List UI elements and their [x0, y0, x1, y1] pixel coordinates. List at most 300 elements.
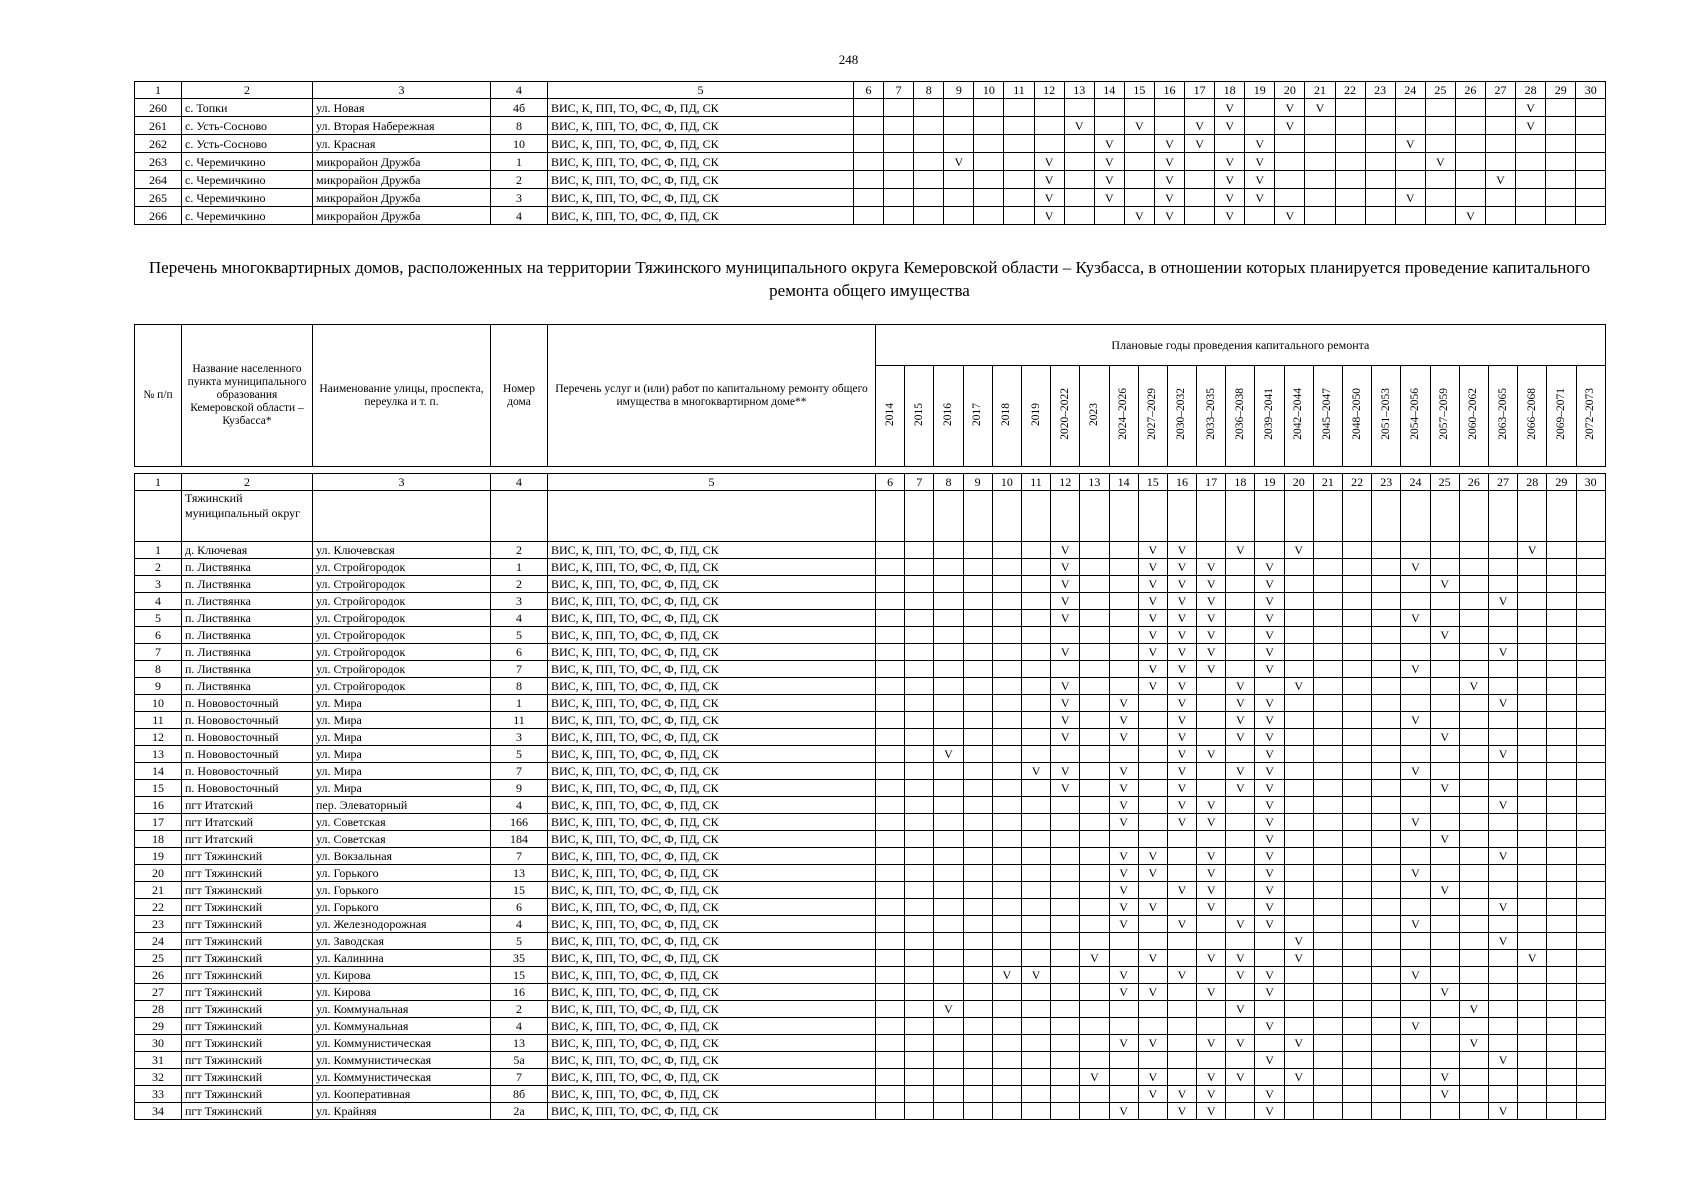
year-cell — [1051, 1018, 1080, 1035]
year-cell — [876, 831, 905, 848]
year-cell — [1109, 950, 1138, 967]
year-label: 2054–2056 — [1408, 388, 1421, 440]
column-number: 14 — [1094, 82, 1124, 99]
year-cell: V — [1459, 1035, 1488, 1052]
district-empty — [1138, 491, 1167, 542]
year-cell: V — [1395, 135, 1425, 153]
year-cell — [1284, 763, 1313, 780]
year-cell — [1275, 153, 1305, 171]
year-cell — [974, 207, 1004, 225]
year-cell — [1372, 576, 1401, 593]
year-cell — [1401, 780, 1430, 797]
year-cell — [1051, 882, 1080, 899]
year-cell — [1021, 627, 1050, 644]
year-cell — [1576, 1001, 1605, 1018]
year-cell — [1343, 848, 1372, 865]
works-cell: ВИС, К, ПП, ТО, ФС, Ф, ПД, СК — [548, 916, 876, 933]
table-row — [135, 1035, 1606, 1052]
year-header — [1284, 366, 1313, 467]
year-cell — [1313, 1069, 1342, 1086]
year-cell — [963, 984, 992, 1001]
year-header — [1197, 366, 1226, 467]
street-cell: ул. Горького — [313, 899, 491, 916]
year-cell — [1488, 865, 1517, 882]
year-cell — [944, 207, 974, 225]
year-cell — [1154, 99, 1184, 117]
table-row — [135, 153, 1606, 171]
works-cell: ВИС, К, ПП, ТО, ФС, Ф, ПД, СК — [548, 207, 854, 225]
year-cell — [1576, 1103, 1605, 1120]
year-cell — [876, 848, 905, 865]
year-cell: V — [1051, 610, 1080, 627]
row-number: 2 — [135, 559, 182, 576]
year-cell: V — [1109, 712, 1138, 729]
year-cell: V — [1138, 542, 1167, 559]
year-cell — [1401, 984, 1430, 1001]
year-cell: V — [1226, 695, 1255, 712]
year-cell — [1488, 916, 1517, 933]
year-cell — [934, 610, 963, 627]
table-row — [135, 644, 1606, 661]
year-cell — [1080, 610, 1109, 627]
year-cell — [1255, 933, 1284, 950]
works-cell: ВИС, К, ПП, ТО, ФС, Ф, ПД, СК — [548, 1103, 876, 1120]
settlement-cell: п. Листвянка — [182, 559, 313, 576]
year-cell — [1518, 814, 1547, 831]
table-row — [135, 831, 1606, 848]
year-cell — [1518, 780, 1547, 797]
year-cell — [1021, 1103, 1050, 1120]
year-cell — [884, 171, 914, 189]
year-cell — [1546, 135, 1576, 153]
settlement-cell: пгт Итатский — [182, 831, 313, 848]
year-cell — [1021, 780, 1050, 797]
year-cell — [905, 1052, 934, 1069]
year-cell — [1226, 814, 1255, 831]
year-cell: V — [1051, 780, 1080, 797]
table-row — [135, 865, 1606, 882]
year-cell: V — [1245, 171, 1275, 189]
year-cell: V — [1197, 627, 1226, 644]
year-header — [876, 366, 905, 467]
year-cell — [905, 729, 934, 746]
year-cell: V — [1255, 882, 1284, 899]
year-cell — [1343, 831, 1372, 848]
year-cell — [1313, 661, 1342, 678]
year-cell — [934, 950, 963, 967]
column-number: 29 — [1547, 474, 1576, 491]
settlement-cell: с. Усть-Сосново — [182, 117, 313, 135]
year-cell — [1226, 559, 1255, 576]
year-cell: V — [1226, 678, 1255, 695]
year-cell — [1313, 729, 1342, 746]
year-cell — [963, 899, 992, 916]
table-row — [135, 1018, 1606, 1035]
year-cell: V — [1215, 153, 1245, 171]
year-cell — [1372, 678, 1401, 695]
row-number: 6 — [135, 627, 182, 644]
year-cell: V — [1094, 171, 1124, 189]
year-cell: V — [1275, 207, 1305, 225]
settlement-cell: пгт Тяжинский — [182, 865, 313, 882]
street-cell: ул. Вокзальная — [313, 848, 491, 865]
year-label: 2060–2062 — [1467, 388, 1480, 440]
year-cell — [1080, 712, 1109, 729]
year-cell — [1372, 882, 1401, 899]
year-cell — [1576, 746, 1605, 763]
year-cell — [992, 882, 1021, 899]
year-cell — [1226, 1052, 1255, 1069]
year-cell — [1547, 746, 1576, 763]
settlement-cell: пгт Тяжинский — [182, 967, 313, 984]
year-cell — [1284, 916, 1313, 933]
year-cell — [934, 729, 963, 746]
works-cell: ВИС, К, ПП, ТО, ФС, Ф, ПД, СК — [548, 865, 876, 882]
year-cell — [1546, 153, 1576, 171]
year-cell — [1459, 661, 1488, 678]
column-number: 26 — [1455, 82, 1485, 99]
column-number: 17 — [1185, 82, 1215, 99]
year-cell — [1197, 780, 1226, 797]
year-cell — [1284, 848, 1313, 865]
year-cell — [1372, 814, 1401, 831]
year-cell — [1245, 117, 1275, 135]
year-cell — [1547, 627, 1576, 644]
district-empty — [934, 491, 963, 542]
row-number: 8 — [135, 661, 182, 678]
year-header — [1372, 366, 1401, 467]
year-cell — [914, 135, 944, 153]
column-number: 7 — [905, 474, 934, 491]
year-cell: V — [1138, 1086, 1167, 1103]
year-cell — [1576, 950, 1605, 967]
year-cell: V — [1488, 899, 1517, 916]
year-cell — [974, 153, 1004, 171]
year-cell: V — [1167, 780, 1196, 797]
year-cell — [1576, 135, 1606, 153]
year-cell: V — [1094, 153, 1124, 171]
district-row — [135, 491, 1606, 542]
row-number: 28 — [135, 1001, 182, 1018]
year-cell — [1518, 593, 1547, 610]
year-cell — [905, 899, 934, 916]
year-cell: V — [1167, 916, 1196, 933]
year-cell — [1064, 153, 1094, 171]
year-cell — [1485, 153, 1515, 171]
year-cell — [1080, 542, 1109, 559]
column-number-row — [135, 82, 1606, 99]
year-cell — [1197, 695, 1226, 712]
year-cell — [1305, 189, 1335, 207]
year-cell — [963, 797, 992, 814]
year-cell — [934, 763, 963, 780]
year-cell: V — [1284, 933, 1313, 950]
year-cell — [1335, 99, 1365, 117]
year-cell: V — [1430, 576, 1459, 593]
settlement-cell: с. Черемичкино — [182, 171, 313, 189]
year-cell — [1138, 1001, 1167, 1018]
table-row — [135, 1086, 1606, 1103]
year-cell — [876, 610, 905, 627]
year-label: 2017 — [971, 402, 984, 426]
year-cell — [992, 610, 1021, 627]
year-cell — [1021, 610, 1050, 627]
year-cell — [1518, 1086, 1547, 1103]
year-cell — [1284, 865, 1313, 882]
year-cell: V — [1255, 593, 1284, 610]
year-cell — [1021, 644, 1050, 661]
district-empty — [1167, 491, 1196, 542]
year-cell — [992, 1001, 1021, 1018]
house-cell: 4 — [491, 1018, 548, 1035]
year-cell — [905, 1018, 934, 1035]
year-cell — [992, 1018, 1021, 1035]
year-cell — [1284, 1086, 1313, 1103]
year-cell: V — [1185, 117, 1215, 135]
street-cell: ул. Стройгородок — [313, 627, 491, 644]
year-cell — [1034, 99, 1064, 117]
year-cell — [1488, 1069, 1517, 1086]
settlement-cell: п. Листвянка — [182, 593, 313, 610]
year-cell — [1343, 984, 1372, 1001]
year-cell — [934, 916, 963, 933]
works-cell: ВИС, К, ПП, ТО, ФС, Ф, ПД, СК — [548, 746, 876, 763]
year-cell — [992, 814, 1021, 831]
year-cell — [1576, 984, 1605, 1001]
page-title: Перечень многоквартирных домов, расположенных на территории Тяжинского муниципального округа Кемеровской области – Кузбасса, в отношении которых планируется проведение капитального ремонта общего имущества — [148, 258, 1591, 300]
column-number: 9 — [944, 82, 974, 99]
year-label: 2039–2041 — [1263, 388, 1276, 440]
year-cell — [1343, 576, 1372, 593]
year-cell: V — [1197, 814, 1226, 831]
house-cell: 5 — [491, 627, 548, 644]
column-number: 16 — [1154, 82, 1184, 99]
year-cell — [1516, 171, 1546, 189]
year-cell — [963, 1001, 992, 1018]
year-cell — [1167, 1018, 1196, 1035]
year-cell — [1372, 797, 1401, 814]
year-cell — [1459, 610, 1488, 627]
district-empty — [905, 491, 934, 542]
year-cell — [992, 916, 1021, 933]
table-row — [135, 135, 1606, 153]
year-cell: V — [1051, 559, 1080, 576]
year-cell — [1021, 729, 1050, 746]
year-cell — [1080, 576, 1109, 593]
street-cell: ул. Новая — [313, 99, 491, 117]
year-cell — [1313, 1086, 1342, 1103]
year-cell — [1430, 763, 1459, 780]
year-cell — [1284, 780, 1313, 797]
year-cell — [876, 950, 905, 967]
year-cell — [1459, 729, 1488, 746]
row-number: 26 — [135, 967, 182, 984]
row-number: 17 — [135, 814, 182, 831]
street-cell: ул. Стройгородок — [313, 644, 491, 661]
year-cell — [1401, 933, 1430, 950]
works-cell: ВИС, К, ПП, ТО, ФС, Ф, ПД, СК — [548, 984, 876, 1001]
settlement-cell: п. Листвянка — [182, 576, 313, 593]
house-cell: 166 — [491, 814, 548, 831]
settlement-cell: с. Черемичкино — [182, 153, 313, 171]
year-cell — [1021, 865, 1050, 882]
year-cell — [1372, 661, 1401, 678]
year-cell — [1021, 1018, 1050, 1035]
year-cell — [1167, 950, 1196, 967]
year-cell: V — [1138, 984, 1167, 1001]
settlement-cell: пгт Тяжинский — [182, 899, 313, 916]
year-cell — [1284, 627, 1313, 644]
year-cell — [876, 967, 905, 984]
year-cell: V — [1226, 712, 1255, 729]
year-cell — [1021, 848, 1050, 865]
year-cell — [1518, 1018, 1547, 1035]
year-cell — [1167, 865, 1196, 882]
year-cell — [876, 678, 905, 695]
year-cell — [1547, 695, 1576, 712]
year-cell: V — [1226, 967, 1255, 984]
year-cell — [1547, 933, 1576, 950]
column-number: 11 — [1004, 82, 1034, 99]
year-cell — [1401, 797, 1430, 814]
year-cell — [1576, 916, 1605, 933]
year-cell — [1516, 189, 1546, 207]
column-number: 3 — [313, 82, 491, 99]
row-number: 263 — [135, 153, 182, 171]
column-number: 8 — [934, 474, 963, 491]
works-cell: ВИС, К, ПП, ТО, ФС, Ф, ПД, СК — [548, 153, 854, 171]
year-cell — [992, 1035, 1021, 1052]
house-cell: 5 — [491, 933, 548, 950]
year-cell — [905, 576, 934, 593]
works-cell: ВИС, К, ПП, ТО, ФС, Ф, ПД, СК — [548, 1018, 876, 1035]
column-number: 2 — [182, 82, 313, 99]
year-cell — [905, 1086, 934, 1103]
year-cell — [992, 865, 1021, 882]
year-cell — [1518, 1103, 1547, 1120]
street-cell: ул. Кооперативная — [313, 1086, 491, 1103]
year-header — [1576, 366, 1605, 467]
year-cell: V — [1197, 984, 1226, 1001]
year-cell — [876, 729, 905, 746]
year-cell — [1080, 729, 1109, 746]
year-cell — [1401, 695, 1430, 712]
row-number: 15 — [135, 780, 182, 797]
year-cell — [1372, 967, 1401, 984]
year-cell: V — [1138, 950, 1167, 967]
year-header — [1488, 366, 1517, 467]
year-cell — [992, 559, 1021, 576]
column-number: 27 — [1488, 474, 1517, 491]
column-number: 13 — [1080, 474, 1109, 491]
year-cell — [1080, 899, 1109, 916]
year-cell — [1395, 207, 1425, 225]
year-cell — [1518, 984, 1547, 1001]
year-cell: V — [1430, 780, 1459, 797]
year-label: 2072–2073 — [1584, 388, 1597, 440]
year-cell: V — [1109, 967, 1138, 984]
year-cell — [1576, 780, 1605, 797]
year-cell — [1425, 171, 1455, 189]
year-cell — [905, 916, 934, 933]
year-cell — [963, 916, 992, 933]
year-cell: V — [1167, 576, 1196, 593]
year-cell — [876, 984, 905, 1001]
column-number: 28 — [1516, 82, 1546, 99]
year-cell — [1167, 1001, 1196, 1018]
year-cell — [1284, 695, 1313, 712]
year-cell — [905, 712, 934, 729]
street-cell: ул. Горького — [313, 882, 491, 899]
works-cell: ВИС, К, ПП, ТО, ФС, Ф, ПД, СК — [548, 117, 854, 135]
column-number: 6 — [854, 82, 884, 99]
year-cell: V — [1488, 695, 1517, 712]
year-cell — [1138, 814, 1167, 831]
column-number: 5 — [548, 82, 854, 99]
year-cell — [905, 763, 934, 780]
year-cell — [1488, 627, 1517, 644]
year-cell: V — [1109, 916, 1138, 933]
year-cell — [1372, 1001, 1401, 1018]
year-cell — [944, 117, 974, 135]
year-cell: V — [1197, 950, 1226, 967]
column-number: 25 — [1430, 474, 1459, 491]
year-cell — [1430, 967, 1459, 984]
year-cell — [1094, 117, 1124, 135]
year-cell — [1459, 1069, 1488, 1086]
year-cell — [1284, 729, 1313, 746]
year-cell: V — [1516, 99, 1546, 117]
year-cell — [1430, 797, 1459, 814]
year-cell — [963, 1086, 992, 1103]
year-cell — [905, 610, 934, 627]
year-cell — [963, 1069, 992, 1086]
year-cell: V — [1518, 542, 1547, 559]
year-cell — [1459, 899, 1488, 916]
year-cell: V — [1255, 814, 1284, 831]
year-cell: V — [1197, 559, 1226, 576]
year-cell — [1518, 576, 1547, 593]
year-cell — [1365, 171, 1395, 189]
year-cell — [963, 627, 992, 644]
year-cell — [1021, 831, 1050, 848]
works-cell: ВИС, К, ПП, ТО, ФС, Ф, ПД, СК — [548, 831, 876, 848]
year-cell: V — [1167, 746, 1196, 763]
year-cell — [1401, 678, 1430, 695]
year-cell — [884, 135, 914, 153]
year-cell: V — [1109, 1103, 1138, 1120]
year-cell: V — [1197, 576, 1226, 593]
year-cell — [1343, 899, 1372, 916]
year-cell: V — [1034, 153, 1064, 171]
year-cell: V — [1255, 746, 1284, 763]
year-cell: V — [1255, 712, 1284, 729]
works-cell: ВИС, К, ПП, ТО, ФС, Ф, ПД, СК — [548, 678, 876, 695]
year-cell — [1064, 207, 1094, 225]
column-number: 29 — [1546, 82, 1576, 99]
year-cell — [876, 916, 905, 933]
settlement-cell: п. Нововосточный — [182, 763, 313, 780]
year-cell — [934, 814, 963, 831]
settlement-cell: пгт Тяжинский — [182, 1086, 313, 1103]
year-cell — [944, 135, 974, 153]
year-cell — [934, 984, 963, 1001]
year-cell — [1372, 763, 1401, 780]
year-cell: V — [1109, 695, 1138, 712]
year-header — [934, 366, 963, 467]
district-empty — [1488, 491, 1517, 542]
year-cell: V — [1138, 593, 1167, 610]
